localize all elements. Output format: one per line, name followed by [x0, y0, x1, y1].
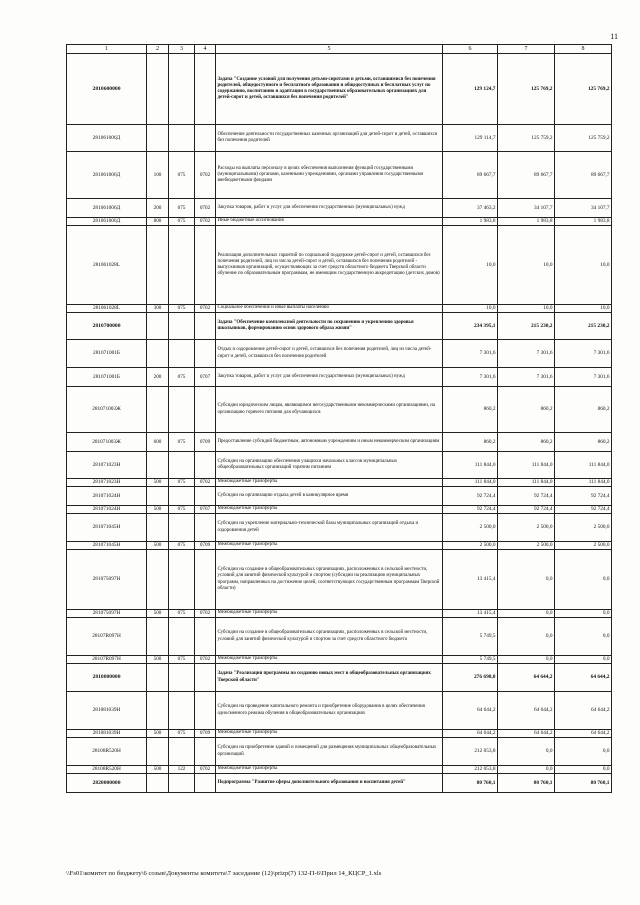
description-cell: Задача "Обеспечение комплексной деятельности по сохранению и укреплению здоровья школьников, формированию основ здорового образа жизни" [216, 313, 443, 340]
budget-code-cell: 281081039Н [67, 692, 147, 730]
amount-col7-cell: 89 667,7 [498, 152, 555, 199]
amount-col7-cell: 64 644,2 [498, 664, 555, 692]
budget-code-cell: 2810600000 [67, 54, 147, 125]
amount-col7-cell: 215 230,2 [498, 313, 555, 340]
description-cell: Задача "Реализация программы по созданию новых мест в общеобразовательных организациях Тверской области" [216, 664, 443, 692]
description-cell: Субсидии на организацию отдыха детей в каникулярное время [216, 487, 443, 506]
budget-code-cell: 281071001Б [67, 368, 147, 387]
amount-col6-cell: 37 463,2 [443, 199, 498, 218]
table-row [67, 692, 612, 730]
budget-code-cell: 281061006Д [67, 125, 147, 152]
expense-type-cell: 500 [147, 506, 169, 514]
department-cell [169, 340, 195, 368]
description-cell: Отдых и оздоровление детей-сирот и детей, оставшихся без попечения родителей, лиц из числа детей-сирот и детей, оставшихся без попечения родителей [216, 340, 443, 368]
amount-col7-cell: 125 769,2 [498, 54, 555, 125]
budget-code-cell: 281075097Н [67, 550, 147, 610]
header-cell: 8 [555, 45, 612, 54]
department-cell [169, 387, 195, 433]
table-row [67, 730, 612, 738]
description-cell: Предоставление субсидий бюджетным, автономным учреждениям и иным некоммерческим организациям [216, 433, 443, 452]
description-cell: Иные бюджетные ассигнования [216, 218, 443, 226]
table-row [67, 766, 612, 774]
amount-col8-cell: 0,0 [555, 766, 612, 774]
department-cell [169, 487, 195, 506]
description-cell: Расходы на выплаты персоналу в целях обеспечения выполнения функций государственными (муниципальными) органами, казенными учреждениями, органами управления государственными внебюджетными фондами [216, 152, 443, 199]
amount-col7-cell: 0,0 [498, 738, 555, 766]
department-cell [169, 692, 195, 730]
amount-col6-cell: 2 500,0 [443, 514, 498, 542]
budget-code-cell: 281071024Н [67, 487, 147, 506]
section-cell [195, 226, 216, 305]
expense-type-cell [147, 692, 169, 730]
header-cell: 7 [498, 45, 555, 54]
amount-col8-cell: 0,0 [555, 618, 612, 656]
department-cell: 075 [169, 152, 195, 199]
table-row [67, 305, 612, 313]
file-path-footer: \\Fs01\комитет по бюджету\6 созыв\Документы комитета\7 заседание (12)\prizp(7) 132-П-6\Прил 14_КЦСР_1.xls [66, 870, 382, 877]
amount-col8-cell: 860,2 [555, 387, 612, 433]
department-cell [169, 774, 195, 793]
section-cell [195, 340, 216, 368]
amount-col8-cell: 215 230,2 [555, 313, 612, 340]
amount-col7-cell: 860,2 [498, 387, 555, 433]
page-number: 11 [610, 32, 618, 41]
amount-col6-cell: 234 395,1 [443, 313, 498, 340]
budget-code-cell: 281071003Ж [67, 387, 147, 433]
section-cell: 0709 [195, 542, 216, 550]
amount-col7-cell: 92 724,4 [498, 506, 555, 514]
amount-col7-cell: 2 500,0 [498, 542, 555, 550]
expense-type-cell [147, 618, 169, 656]
table-row [67, 152, 612, 199]
amount-col6-cell: 212 053,8 [443, 766, 498, 774]
department-cell [169, 125, 195, 152]
expense-type-cell [147, 550, 169, 610]
amount-col7-cell: 80 760,1 [498, 774, 555, 793]
section-cell: 0707 [195, 368, 216, 387]
table-header-row [67, 45, 612, 54]
budget-code-cell: 28108R520Н [67, 766, 147, 774]
amount-col6-cell: 2 500,0 [443, 542, 498, 550]
section-cell [195, 550, 216, 610]
amount-col6-cell: 7 301,6 [443, 368, 498, 387]
amount-col6-cell: 10,0 [443, 226, 498, 305]
department-cell [169, 550, 195, 610]
department-cell: 075 [169, 656, 195, 664]
section-cell [195, 618, 216, 656]
budget-code-cell: 281071023Н [67, 452, 147, 479]
budget-code-cell: 281071045Н [67, 542, 147, 550]
amount-col7-cell: 7 301,6 [498, 368, 555, 387]
table-row [67, 54, 612, 125]
amount-col7-cell: 7 301,6 [498, 340, 555, 368]
section-cell [195, 774, 216, 793]
amount-col6-cell: 5 749,5 [443, 618, 498, 656]
budget-code-cell: 281061006Д [67, 218, 147, 226]
description-cell: Подпрограмма "Развитие сферы дополнительного образования и воспитания детей" [216, 774, 443, 793]
table-row [67, 452, 612, 479]
table-row [67, 738, 612, 766]
header-cell: 5 [216, 45, 443, 54]
amount-col7-cell: 860,2 [498, 433, 555, 452]
amount-col8-cell: 0,0 [555, 610, 612, 618]
description-cell: Задача "Создание условий для получения детьми-сиротами и детьми, оставшимися без попечения родителей, общедоступного и бесплатного образования и общедоступных и бесплатных услуг по содержанию, воспитанию и адаптации в государственных образовательных организациях для детей-сирот и детей, оставшихся без попечения родителей" [216, 54, 443, 125]
section-cell: 0709 [195, 433, 216, 452]
section-cell: 0702 [195, 305, 216, 313]
budget-code-cell: 281071003Ж [67, 433, 147, 452]
description-cell: Субсидии на создание в общеобразовательных организациях, расположенных в сельской местности, условий для занятий физической культурой и спортом (субсидии на реализацию муниципальных программ, направленных на достижение целей, соответствующих государственным программам Тверской области) [216, 550, 443, 610]
section-cell [195, 313, 216, 340]
amount-col6-cell: 64 644,2 [443, 730, 498, 738]
section-cell [195, 125, 216, 152]
expense-type-cell [147, 125, 169, 152]
description-cell: Закупка товаров, работ и услуг для обеспечения государственных (муниципальных) нужд [216, 368, 443, 387]
amount-col8-cell: 80 760,1 [555, 774, 612, 793]
table-row [67, 610, 612, 618]
section-cell [195, 664, 216, 692]
amount-col8-cell: 0,0 [555, 550, 612, 610]
amount-col7-cell: 0,0 [498, 766, 555, 774]
budget-code-cell: 281061006Д [67, 199, 147, 218]
table-row [67, 774, 612, 793]
department-cell: 075 [169, 368, 195, 387]
amount-col7-cell: 2 500,0 [498, 514, 555, 542]
amount-col8-cell: 2 500,0 [555, 542, 612, 550]
amount-col6-cell: 1 983,8 [443, 218, 498, 226]
section-cell: 0709 [195, 730, 216, 738]
description-cell: Межбюджетные трансферты [216, 506, 443, 514]
section-cell: 0702 [195, 610, 216, 618]
department-cell: 075 [169, 610, 195, 618]
amount-col7-cell: 125 759,2 [498, 125, 555, 152]
section-cell [195, 514, 216, 542]
expense-type-cell: 500 [147, 542, 169, 550]
budget-code-cell: 28107R097Н [67, 656, 147, 664]
amount-col8-cell: 64 644,2 [555, 664, 612, 692]
department-cell [169, 738, 195, 766]
amount-col7-cell: 111 844,0 [498, 479, 555, 487]
expense-type-cell: 500 [147, 730, 169, 738]
section-cell: 0702 [195, 218, 216, 226]
amount-col8-cell: 64 644,2 [555, 730, 612, 738]
amount-col8-cell: 89 667,7 [555, 152, 612, 199]
expense-type-cell [147, 226, 169, 305]
description-cell: Межбюджетные трансферты [216, 542, 443, 550]
amount-col7-cell: 0,0 [498, 618, 555, 656]
amount-col7-cell: 0,0 [498, 656, 555, 664]
table-row [67, 433, 612, 452]
budget-code-cell: 281061028L [67, 226, 147, 305]
table-row [67, 542, 612, 550]
description-cell: Субсидии на создание в общеобразовательных организациях, расположенных в сельской местности, условий для занятий физической культурой и спортом за счет средств областного бюджета [216, 618, 443, 656]
table-row [67, 125, 612, 152]
section-cell [195, 387, 216, 433]
amount-col6-cell: 80 760,1 [443, 774, 498, 793]
amount-col7-cell: 64 644,2 [498, 692, 555, 730]
department-cell: 122 [169, 766, 195, 774]
amount-col8-cell: 7 301,6 [555, 368, 612, 387]
amount-col7-cell: 92 724,4 [498, 487, 555, 506]
section-cell: 0702 [195, 479, 216, 487]
amount-col8-cell: 0,0 [555, 738, 612, 766]
description-cell: Социальное обеспечение и иные выплаты населению [216, 305, 443, 313]
section-cell: 0707 [195, 506, 216, 514]
amount-col6-cell: 129 114,7 [443, 125, 498, 152]
budget-code-cell: 28108R520Н [67, 738, 147, 766]
expense-type-cell: 600 [147, 433, 169, 452]
description-cell: Реализация дополнительных гарантий по социальной поддержке детей-сирот и детей, оставшихся без попечения родителей, лиц из числа детей-сирот и детей, оставшихся без попечения родителей - выпускников организаций, осуществляющих за счет средств областного бюджета Тверской области обучение по образовательным программам, не имеющим государственную аккредитацию (детских домов) [216, 226, 443, 305]
description-cell: Межбюджетные трансферты [216, 479, 443, 487]
amount-col8-cell: 92 724,4 [555, 506, 612, 514]
description-cell: Обеспечение деятельности государственных казенных организаций для детей-сирот и детей, оставшихся без попечения родителей [216, 125, 443, 152]
description-cell: Межбюджетные трансферты [216, 766, 443, 774]
department-cell: 075 [169, 730, 195, 738]
table-row [67, 664, 612, 692]
description-cell: Субсидии на приобретение зданий и помещений для размещения муниципальных общеобразовательных организаций [216, 738, 443, 766]
amount-col8-cell: 2 500,0 [555, 514, 612, 542]
section-cell [195, 692, 216, 730]
budget-code-cell: 281071045Н [67, 514, 147, 542]
expense-type-cell [147, 452, 169, 479]
expense-type-cell [147, 54, 169, 125]
amount-col7-cell: 1 983,8 [498, 218, 555, 226]
table-row [67, 226, 612, 305]
department-cell: 075 [169, 305, 195, 313]
budget-code-cell: 2820000000 [67, 774, 147, 793]
expense-type-cell: 500 [147, 610, 169, 618]
department-cell: 075 [169, 479, 195, 487]
description-cell: Межбюджетные трансферты [216, 730, 443, 738]
section-cell: 0702 [195, 766, 216, 774]
amount-col6-cell: 13 415,4 [443, 610, 498, 618]
section-cell [195, 738, 216, 766]
description-cell: Субсидии юридическим лицам, являющимся негосударственными некоммерческими организациями, на организацию горячего питания для обучающихся [216, 387, 443, 433]
expense-type-cell: 200 [147, 199, 169, 218]
department-cell [169, 54, 195, 125]
table-row [67, 656, 612, 664]
expense-type-cell [147, 340, 169, 368]
amount-col7-cell: 64 644,2 [498, 730, 555, 738]
amount-col8-cell: 10,0 [555, 226, 612, 305]
department-cell: 075 [169, 433, 195, 452]
expense-type-cell [147, 514, 169, 542]
table-row [67, 199, 612, 218]
table-row [67, 506, 612, 514]
budget-code-cell: 281071024Н [67, 506, 147, 514]
budget-code-cell: 281061028L [67, 305, 147, 313]
amount-col7-cell: 0,0 [498, 610, 555, 618]
section-cell: 0702 [195, 152, 216, 199]
amount-col8-cell: 10,0 [555, 305, 612, 313]
amount-col7-cell: 10,0 [498, 226, 555, 305]
department-cell: 075 [169, 199, 195, 218]
header-cell: 1 [67, 45, 147, 54]
expense-type-cell [147, 774, 169, 793]
budget-code-cell: 281071001Б [67, 340, 147, 368]
expense-type-cell [147, 664, 169, 692]
expense-type-cell: 300 [147, 305, 169, 313]
expense-type-cell: 200 [147, 368, 169, 387]
department-cell [169, 313, 195, 340]
description-cell: Межбюджетные трансферты [216, 656, 443, 664]
amount-col6-cell: 276 698,0 [443, 664, 498, 692]
amount-col6-cell: 92 724,4 [443, 487, 498, 506]
section-cell [195, 452, 216, 479]
description-cell: Субсидии на организацию обеспечения учащихся начальных классов муниципальных общеобразовательных организаций горячим питанием [216, 452, 443, 479]
budget-code-cell: 281061006Д [67, 152, 147, 199]
department-cell [169, 514, 195, 542]
expense-type-cell [147, 738, 169, 766]
amount-col8-cell: 0,0 [555, 656, 612, 664]
expense-type-cell [147, 487, 169, 506]
department-cell [169, 452, 195, 479]
header-cell: 3 [169, 45, 195, 54]
amount-col6-cell: 860,2 [443, 387, 498, 433]
section-cell: 0702 [195, 656, 216, 664]
table-row [67, 368, 612, 387]
budget-code-cell: 281081039Н [67, 730, 147, 738]
header-cell: 2 [147, 45, 169, 54]
department-cell [169, 618, 195, 656]
amount-col6-cell: 7 301,6 [443, 340, 498, 368]
department-cell: 075 [169, 542, 195, 550]
budget-code-cell: 281075097Н [67, 610, 147, 618]
table-row [67, 550, 612, 610]
expense-type-cell [147, 313, 169, 340]
amount-col6-cell: 89 667,7 [443, 152, 498, 199]
amount-col6-cell: 10,0 [443, 305, 498, 313]
section-cell [195, 487, 216, 506]
expense-type-cell: 500 [147, 656, 169, 664]
budget-code-cell: 28107R097Н [67, 618, 147, 656]
expense-type-cell: 800 [147, 218, 169, 226]
budget-code-cell: 2810700000 [67, 313, 147, 340]
amount-col6-cell: 212 053,8 [443, 738, 498, 766]
expense-type-cell: 100 [147, 152, 169, 199]
amount-col6-cell: 13 415,4 [443, 550, 498, 610]
expense-type-cell: 500 [147, 479, 169, 487]
amount-col7-cell: 34 107,7 [498, 199, 555, 218]
description-cell: Межбюджетные трансферты [216, 610, 443, 618]
amount-col8-cell: 64 644,2 [555, 692, 612, 730]
amount-col8-cell: 34 107,7 [555, 199, 612, 218]
section-cell [195, 54, 216, 125]
table-row [67, 313, 612, 340]
department-cell: 075 [169, 218, 195, 226]
expense-type-cell: 500 [147, 766, 169, 774]
amount-col6-cell: 64 644,2 [443, 692, 498, 730]
table-row [67, 487, 612, 506]
amount-col6-cell: 129 124,7 [443, 54, 498, 125]
amount-col8-cell: 1 983,8 [555, 218, 612, 226]
amount-col8-cell: 125 769,2 [555, 54, 612, 125]
budget-code-cell: 281071023Н [67, 479, 147, 487]
amount-col8-cell: 92 724,4 [555, 487, 612, 506]
table-row [67, 340, 612, 368]
amount-col6-cell: 111 844,0 [443, 452, 498, 479]
department-cell: 075 [169, 506, 195, 514]
department-cell [169, 226, 195, 305]
amount-col8-cell: 860,2 [555, 433, 612, 452]
amount-col8-cell: 7 301,6 [555, 340, 612, 368]
department-cell [169, 664, 195, 692]
amount-col8-cell: 111 844,0 [555, 452, 612, 479]
table-row [67, 514, 612, 542]
amount-col6-cell: 111 844,0 [443, 479, 498, 487]
section-cell: 0702 [195, 199, 216, 218]
description-cell: Закупка товаров, работ и услуг для обеспечения государственных (муниципальных) нужд [216, 199, 443, 218]
table-row [67, 479, 612, 487]
amount-col7-cell: 111 844,0 [498, 452, 555, 479]
header-cell: 6 [443, 45, 498, 54]
description-cell: Субсидии на укрепление материально-технической базы муниципальных организаций отдыха и оздоровления детей [216, 514, 443, 542]
amount-col7-cell: 0,0 [498, 550, 555, 610]
budget-table [66, 44, 612, 793]
table-row [67, 387, 612, 433]
description-cell: Субсидии на проведение капитального ремонта и приобретение оборудования в целях обеспечения односменного режима обучения в общеобразовательных организациях [216, 692, 443, 730]
amount-col6-cell: 860,2 [443, 433, 498, 452]
amount-col8-cell: 125 759,2 [555, 125, 612, 152]
header-cell: 4 [195, 45, 216, 54]
budget-code-cell: 2810800000 [67, 664, 147, 692]
amount-col6-cell: 5 749,5 [443, 656, 498, 664]
amount-col6-cell: 92 724,4 [443, 506, 498, 514]
table-row [67, 618, 612, 656]
amount-col7-cell: 10,0 [498, 305, 555, 313]
expense-type-cell [147, 387, 169, 433]
amount-col8-cell: 111 844,0 [555, 479, 612, 487]
table-row [67, 218, 612, 226]
